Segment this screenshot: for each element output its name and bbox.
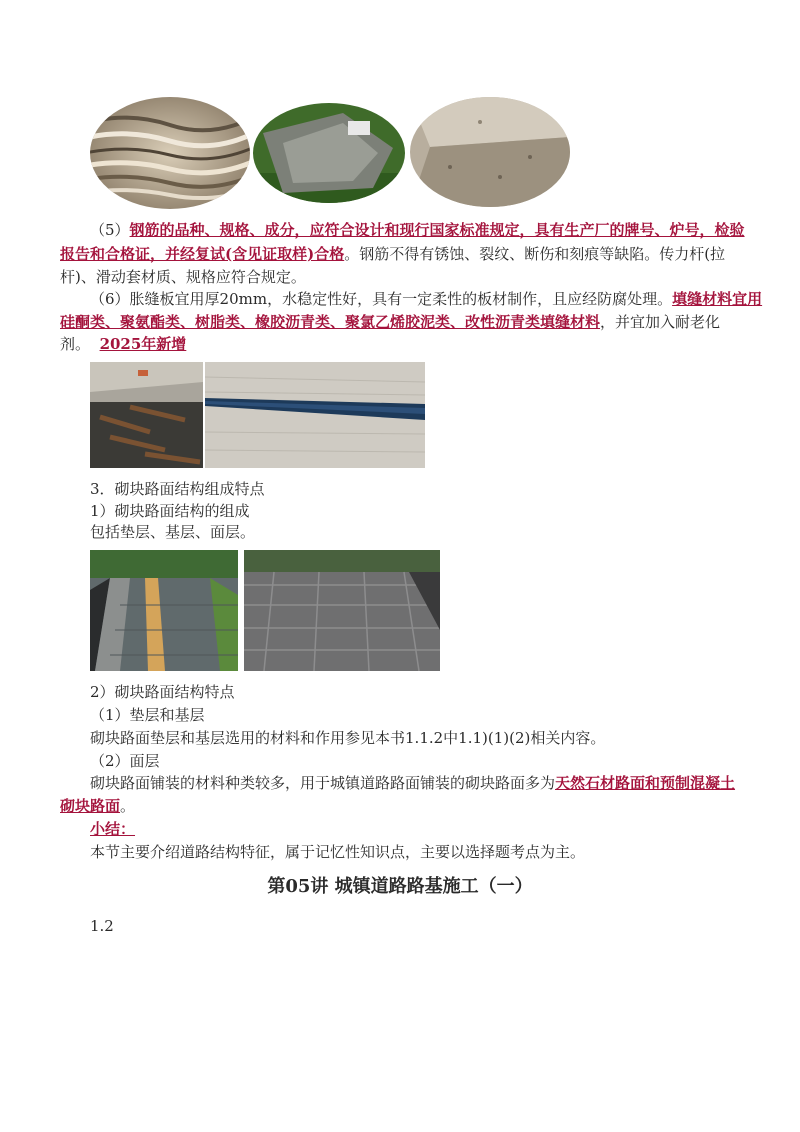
para5-line1: （5）钢筋的品种、规格、成分，应符合设计和现行国家标准规定，具有生产厂的牌号、炉号，检验 — [90, 221, 745, 239]
slate-stone-photo — [253, 103, 405, 203]
para5-line2: 报告和合格证，并经复试(含见证取样)合格。钢筋不得有锈蚀、裂纹、断伤和刻痕等缺陷。传力杆(拉 — [60, 245, 726, 263]
layered-stone-photo — [90, 97, 250, 209]
section-heading: 3．砌块路面结构组成特点 — [90, 480, 265, 498]
item-heading: （1）垫层和基层 — [90, 706, 205, 724]
summary-text: 本节主要介绍道路结构特征，属于记忆性知识点，主要以选择题考点为主。 — [90, 843, 586, 861]
body-text: 包括垫层、基层、面层。 — [90, 523, 256, 541]
para6-line3: 剂。 2025年新增 — [60, 335, 187, 353]
granite-block-photo — [410, 97, 570, 207]
highlight-text: 砌块路面 — [60, 797, 121, 815]
expansion-joint-dowels-photo — [90, 362, 203, 468]
highlight-text: 钢筋的品种、规格、成分，应符合设计和现行国家标准规定，具有生产厂的牌号、炉号，检验 — [129, 221, 745, 239]
body-text: 砌块路面垫层和基层选用的材料和作用参见本书1.1.2中1.1)(1)(2)相关内容。 — [90, 729, 606, 747]
plaza-paver-photo — [244, 550, 440, 671]
summary-label: 小结： — [90, 820, 136, 838]
joint-sealant-photo — [205, 362, 425, 468]
para6-line2: 硅酮类、聚氨酯类、树脂类、橡胶沥青类、聚氯乙烯胶泥类、改性沥青类填缝材料，并宜加入耐老化 — [60, 313, 721, 331]
lecture-title: 第05讲 城镇道路路基施工（一） — [267, 876, 533, 897]
walkway-paver-photo — [90, 550, 238, 671]
para5-line3: 杆)、滑动套材质、规格应符合规定。 — [60, 268, 306, 286]
subsection-heading: 2）砌块路面结构特点 — [90, 683, 235, 701]
body-text: 砌块路面铺装的材料种类较多，用于城镇道路路面铺装的砌块路面多为天然石材路面和预制混凝土 — [90, 774, 736, 792]
highlight-text: 填缝材料宜用 — [672, 290, 763, 308]
highlight-text: 硅酮类、聚氨酯类、树脂类、橡胶沥青类、聚氯乙烯胶泥类、改性沥青类填缝材料 — [60, 313, 601, 331]
para6-line1: （6）胀缝板宜用厚20mm，水稳定性好，具有一定柔性的板材制作，且应经防腐处理。填缝材料宜用 — [90, 290, 763, 308]
section-number: 1.2 — [90, 917, 114, 935]
item-heading: （2）面层 — [90, 752, 160, 770]
body-text: 砌块路面。 — [60, 797, 136, 815]
new-2025-badge: 2025年新增 — [99, 335, 187, 353]
highlight-text: 天然石材路面和预制混凝土 — [555, 774, 736, 792]
subsection-heading: 1）砌块路面结构的组成 — [90, 502, 250, 520]
highlight-text: 报告和合格证，并经复试(含见证取样)合格 — [60, 245, 345, 263]
